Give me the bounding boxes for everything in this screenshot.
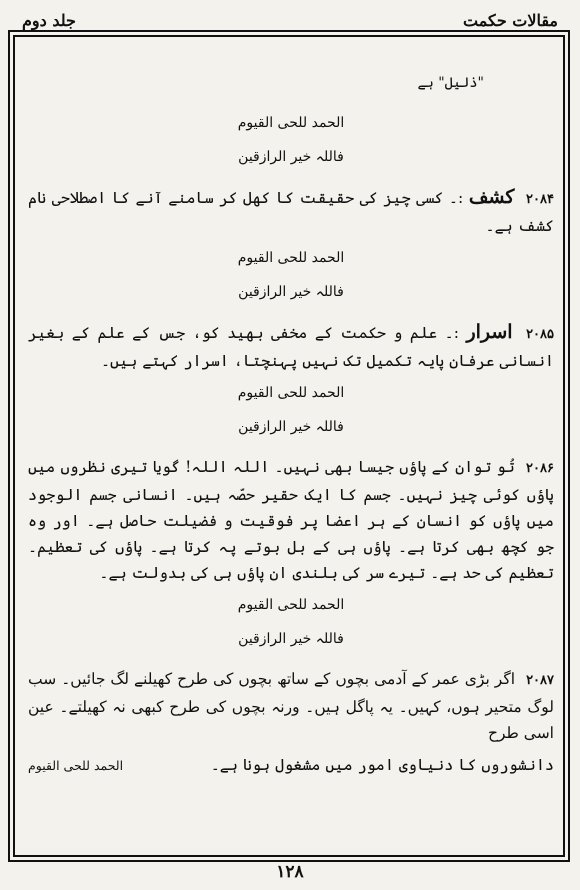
entry-term: کشف xyxy=(468,186,515,208)
praise-line: الحمد للحی القیوم xyxy=(237,250,345,266)
entry-2084 xyxy=(28,184,554,239)
entry-number: ۲۰۸۶ xyxy=(526,461,554,476)
praise-line: الحمد للحی القیوم xyxy=(237,385,345,401)
blessing-line: فاللہ خیر الرازقین xyxy=(238,419,344,435)
page-content xyxy=(28,70,554,846)
praise-line: الحمد للحی القیوم xyxy=(237,115,345,131)
entry-2086 xyxy=(28,454,554,586)
entry-text: :۔ علم و حکمت کے مخفی بھید کو، جس کے علم کے بغیر انسانی عرفان پایہ تکمیل تک نہیں پہنچتا، اسرار کہتے ہیں۔ xyxy=(28,324,554,370)
entry-text-end: دانشوروں کا دنیاوی امور میں مشغول ہونا ہے۔ xyxy=(210,756,554,774)
entry-text: :۔ کسی چیز کی حقیقت کا کھل کر سامنے آنے کا اصطلاحی نام کشف ہے۔ xyxy=(28,189,554,235)
entry-2087 xyxy=(28,666,554,746)
praise-line: الحمد للحی القیوم xyxy=(237,597,345,613)
praise-sign-off: الحمد للحی القیوم xyxy=(28,758,124,773)
volume-label: جلد دوم xyxy=(22,11,76,30)
entry-2085 xyxy=(28,319,554,374)
page-number: ۱۲۸ xyxy=(276,862,304,882)
blessing-line: فاللہ خیر الرازقین xyxy=(238,631,344,647)
entry-number: ۲۰۸۴ xyxy=(526,192,554,207)
entry-number: ۲۰۸۵ xyxy=(526,327,554,342)
entry-2087-last-line xyxy=(28,752,554,779)
blessing-line: فاللہ خیر الرازقین xyxy=(238,149,344,165)
entry-term: اسرار xyxy=(466,321,513,343)
entry-number: ۲۰۸۷ xyxy=(526,673,554,688)
entry-text: تُو توان کے پاؤں جیسا بھی نہیں۔ اللہ اللہ! گویا تیری نظروں میں پاؤں کوئی چیز نہیں۔ جسم کا ایک حقیر حصّہ ہیں۔ انسانی جسم الوجود میں پاؤں کو انسان کے ہر اعضا پر فوقیت و فضیلت حاصل ہے۔ اور وہ جو کچھ بھی کرتا ہے۔ پاؤں ہی کے بل بوتے پہ کرتا ہے۔ پاؤں کی تعظیم۔ تعظیم کی حد ہے۔ تیرے سر کی بلندی ان پاؤں ہی کی بدولت ہے۔ xyxy=(28,458,554,582)
book-title: مقالات حکمت xyxy=(463,11,558,30)
running-header xyxy=(18,6,562,30)
intro-tail: "ذلیل" ہے xyxy=(417,75,484,91)
entry-text: اگر بڑی عمر کے آدمی بچوں کے ساتھ بچوں کی طرح کھیلنے لگ جائیں۔ سب لوگ متحیر ہوں، کہیں۔ یہ پاگل ہیں۔ ورنہ بچوں کی طرح کبھی نہ کھیلتے۔ عین اسی طرح xyxy=(28,670,554,742)
blessing-line: فاللہ خیر الرازقین xyxy=(238,284,344,300)
